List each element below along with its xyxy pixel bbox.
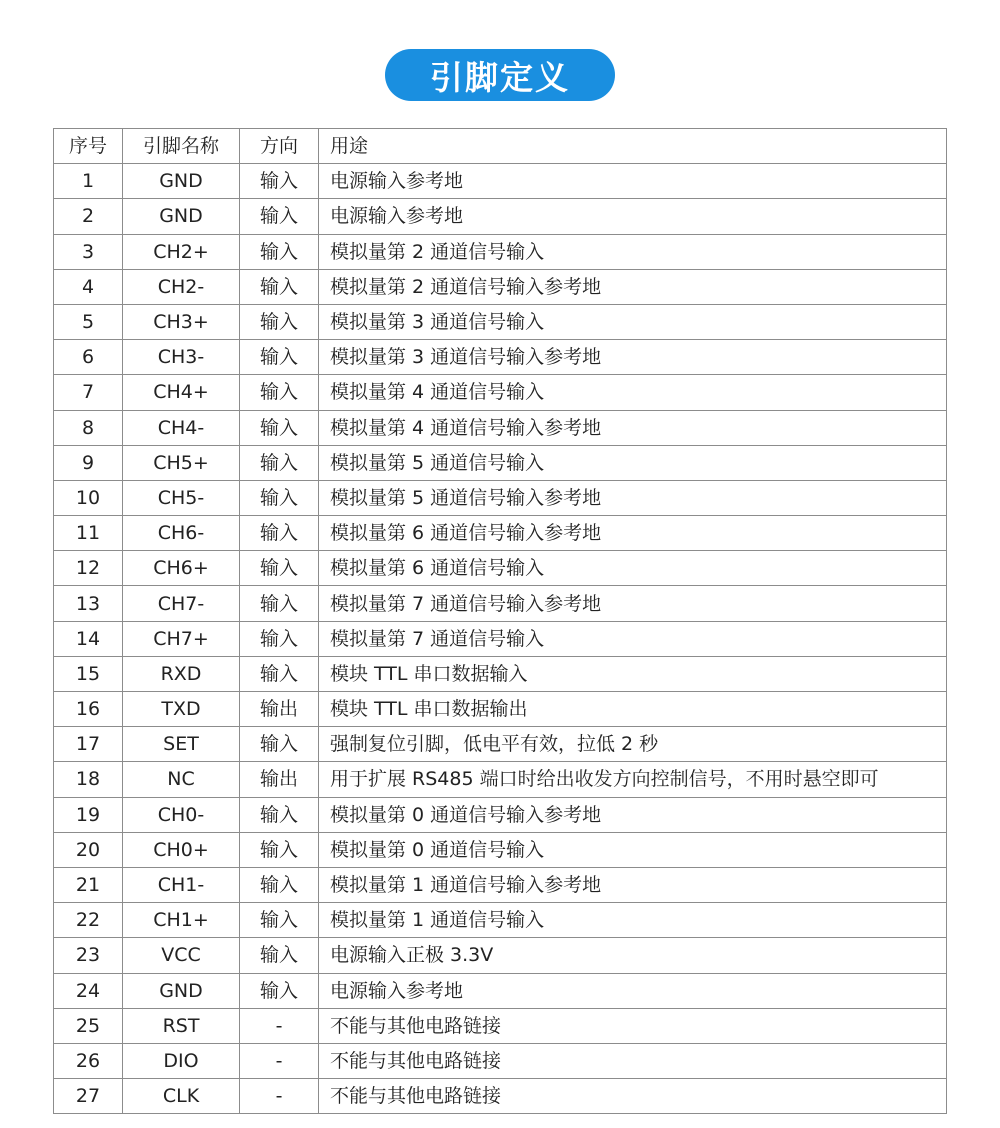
cell-pin-name: DIO bbox=[123, 1043, 240, 1078]
header-index: 序号 bbox=[54, 129, 123, 164]
cell-pin-name: CH0- bbox=[123, 797, 240, 832]
cell-purpose: 不能与其他电路链接 bbox=[319, 1043, 947, 1078]
cell-direction: 输入 bbox=[240, 445, 319, 480]
table-row bbox=[54, 727, 947, 762]
page-title: 引脚定义 bbox=[385, 49, 615, 101]
cell-index: 17 bbox=[54, 727, 123, 762]
cell-pin-name: GND bbox=[123, 164, 240, 199]
table-row bbox=[54, 516, 947, 551]
cell-direction: - bbox=[240, 1079, 319, 1114]
cell-direction: 输入 bbox=[240, 164, 319, 199]
cell-index: 18 bbox=[54, 762, 123, 797]
cell-direction: 输入 bbox=[240, 375, 319, 410]
cell-purpose: 模拟量第 2 通道信号输入参考地 bbox=[319, 269, 947, 304]
cell-direction: 输入 bbox=[240, 199, 319, 234]
cell-direction: 输入 bbox=[240, 516, 319, 551]
cell-index: 19 bbox=[54, 797, 123, 832]
cell-purpose: 用于扩展 RS485 端口时给出收发方向控制信号，不用时悬空即可 bbox=[319, 762, 947, 797]
cell-direction: - bbox=[240, 1008, 319, 1043]
cell-pin-name: CH4+ bbox=[123, 375, 240, 410]
table-row bbox=[54, 234, 947, 269]
cell-direction: 输入 bbox=[240, 867, 319, 902]
cell-purpose: 模拟量第 7 通道信号输入参考地 bbox=[319, 586, 947, 621]
cell-index: 27 bbox=[54, 1079, 123, 1114]
cell-purpose: 模拟量第 7 通道信号输入 bbox=[319, 621, 947, 656]
cell-direction: 输入 bbox=[240, 234, 319, 269]
cell-pin-name: CH7+ bbox=[123, 621, 240, 656]
cell-purpose: 模拟量第 3 通道信号输入参考地 bbox=[319, 340, 947, 375]
cell-pin-name: VCC bbox=[123, 938, 240, 973]
table-row bbox=[54, 480, 947, 515]
cell-index: 25 bbox=[54, 1008, 123, 1043]
table-row bbox=[54, 375, 947, 410]
cell-index: 15 bbox=[54, 656, 123, 691]
cell-purpose: 模块 TTL 串口数据输出 bbox=[319, 692, 947, 727]
cell-index: 2 bbox=[54, 199, 123, 234]
cell-index: 5 bbox=[54, 304, 123, 339]
cell-pin-name: CH1+ bbox=[123, 903, 240, 938]
cell-pin-name: NC bbox=[123, 762, 240, 797]
cell-pin-name: CH0+ bbox=[123, 832, 240, 867]
cell-index: 20 bbox=[54, 832, 123, 867]
cell-direction: 输入 bbox=[240, 973, 319, 1008]
cell-index: 21 bbox=[54, 867, 123, 902]
cell-purpose: 电源输入参考地 bbox=[319, 164, 947, 199]
cell-index: 8 bbox=[54, 410, 123, 445]
pin-definition-table bbox=[53, 128, 947, 1114]
cell-purpose: 模拟量第 0 通道信号输入 bbox=[319, 832, 947, 867]
cell-pin-name: TXD bbox=[123, 692, 240, 727]
cell-purpose: 不能与其他电路链接 bbox=[319, 1008, 947, 1043]
cell-index: 9 bbox=[54, 445, 123, 480]
cell-pin-name: CH6+ bbox=[123, 551, 240, 586]
table-row bbox=[54, 164, 947, 199]
table-row bbox=[54, 410, 947, 445]
cell-purpose: 电源输入正极 3.3V bbox=[319, 938, 947, 973]
cell-index: 23 bbox=[54, 938, 123, 973]
cell-direction: 输入 bbox=[240, 551, 319, 586]
table-row bbox=[54, 621, 947, 656]
cell-purpose: 模拟量第 1 通道信号输入参考地 bbox=[319, 867, 947, 902]
cell-direction: 输出 bbox=[240, 692, 319, 727]
cell-purpose: 模拟量第 4 通道信号输入参考地 bbox=[319, 410, 947, 445]
cell-index: 13 bbox=[54, 586, 123, 621]
cell-direction: 输入 bbox=[240, 903, 319, 938]
cell-purpose: 模拟量第 0 通道信号输入参考地 bbox=[319, 797, 947, 832]
cell-purpose: 模拟量第 1 通道信号输入 bbox=[319, 903, 947, 938]
table-row bbox=[54, 304, 947, 339]
cell-pin-name: CH4- bbox=[123, 410, 240, 445]
cell-direction: 输入 bbox=[240, 340, 319, 375]
cell-pin-name: RST bbox=[123, 1008, 240, 1043]
cell-purpose: 不能与其他电路链接 bbox=[319, 1079, 947, 1114]
cell-direction: 输入 bbox=[240, 269, 319, 304]
cell-direction: 输入 bbox=[240, 938, 319, 973]
cell-purpose: 模拟量第 5 通道信号输入参考地 bbox=[319, 480, 947, 515]
cell-index: 3 bbox=[54, 234, 123, 269]
table-row bbox=[54, 762, 947, 797]
table-row bbox=[54, 1008, 947, 1043]
cell-pin-name: CH3+ bbox=[123, 304, 240, 339]
cell-direction: 输入 bbox=[240, 832, 319, 867]
cell-pin-name: GND bbox=[123, 973, 240, 1008]
cell-purpose: 模拟量第 3 通道信号输入 bbox=[319, 304, 947, 339]
header-purpose: 用途 bbox=[319, 129, 947, 164]
table-row bbox=[54, 867, 947, 902]
cell-pin-name: CH5- bbox=[123, 480, 240, 515]
table-row bbox=[54, 199, 947, 234]
table-row bbox=[54, 692, 947, 727]
cell-index: 16 bbox=[54, 692, 123, 727]
cell-pin-name: CLK bbox=[123, 1079, 240, 1114]
table-row bbox=[54, 1043, 947, 1078]
table-row bbox=[54, 445, 947, 480]
cell-pin-name: CH6- bbox=[123, 516, 240, 551]
cell-index: 4 bbox=[54, 269, 123, 304]
header-pin-name: 引脚名称 bbox=[123, 129, 240, 164]
cell-index: 22 bbox=[54, 903, 123, 938]
table-row bbox=[54, 656, 947, 691]
cell-pin-name: CH7- bbox=[123, 586, 240, 621]
cell-direction: 输入 bbox=[240, 304, 319, 339]
table-row bbox=[54, 269, 947, 304]
cell-pin-name: GND bbox=[123, 199, 240, 234]
cell-index: 24 bbox=[54, 973, 123, 1008]
cell-pin-name: CH2+ bbox=[123, 234, 240, 269]
cell-direction: 输入 bbox=[240, 621, 319, 656]
cell-purpose: 强制复位引脚，低电平有效，拉低 2 秒 bbox=[319, 727, 947, 762]
cell-direction: 输入 bbox=[240, 656, 319, 691]
table-row bbox=[54, 973, 947, 1008]
cell-index: 1 bbox=[54, 164, 123, 199]
cell-purpose: 模拟量第 5 通道信号输入 bbox=[319, 445, 947, 480]
table-header-row bbox=[54, 129, 947, 164]
cell-purpose: 模拟量第 4 通道信号输入 bbox=[319, 375, 947, 410]
cell-purpose: 电源输入参考地 bbox=[319, 199, 947, 234]
cell-purpose: 模拟量第 6 通道信号输入参考地 bbox=[319, 516, 947, 551]
cell-direction: - bbox=[240, 1043, 319, 1078]
cell-pin-name: SET bbox=[123, 727, 240, 762]
cell-index: 7 bbox=[54, 375, 123, 410]
table-row bbox=[54, 903, 947, 938]
cell-purpose: 模拟量第 6 通道信号输入 bbox=[319, 551, 947, 586]
table-row bbox=[54, 797, 947, 832]
cell-index: 26 bbox=[54, 1043, 123, 1078]
cell-pin-name: RXD bbox=[123, 656, 240, 691]
cell-index: 11 bbox=[54, 516, 123, 551]
table-row bbox=[54, 1079, 947, 1114]
cell-direction: 输入 bbox=[240, 727, 319, 762]
cell-purpose: 模块 TTL 串口数据输入 bbox=[319, 656, 947, 691]
cell-direction: 输入 bbox=[240, 410, 319, 445]
cell-direction: 输入 bbox=[240, 586, 319, 621]
cell-pin-name: CH5+ bbox=[123, 445, 240, 480]
table-row bbox=[54, 340, 947, 375]
cell-pin-name: CH3- bbox=[123, 340, 240, 375]
cell-purpose: 模拟量第 2 通道信号输入 bbox=[319, 234, 947, 269]
table-row bbox=[54, 586, 947, 621]
table-row bbox=[54, 832, 947, 867]
cell-pin-name: CH2- bbox=[123, 269, 240, 304]
cell-index: 6 bbox=[54, 340, 123, 375]
header-direction: 方向 bbox=[240, 129, 319, 164]
cell-direction: 输入 bbox=[240, 797, 319, 832]
table-row bbox=[54, 938, 947, 973]
cell-index: 10 bbox=[54, 480, 123, 515]
table-body bbox=[54, 164, 947, 1114]
cell-index: 14 bbox=[54, 621, 123, 656]
cell-index: 12 bbox=[54, 551, 123, 586]
cell-direction: 输出 bbox=[240, 762, 319, 797]
cell-purpose: 电源输入参考地 bbox=[319, 973, 947, 1008]
cell-direction: 输入 bbox=[240, 480, 319, 515]
table-row bbox=[54, 551, 947, 586]
cell-pin-name: CH1- bbox=[123, 867, 240, 902]
